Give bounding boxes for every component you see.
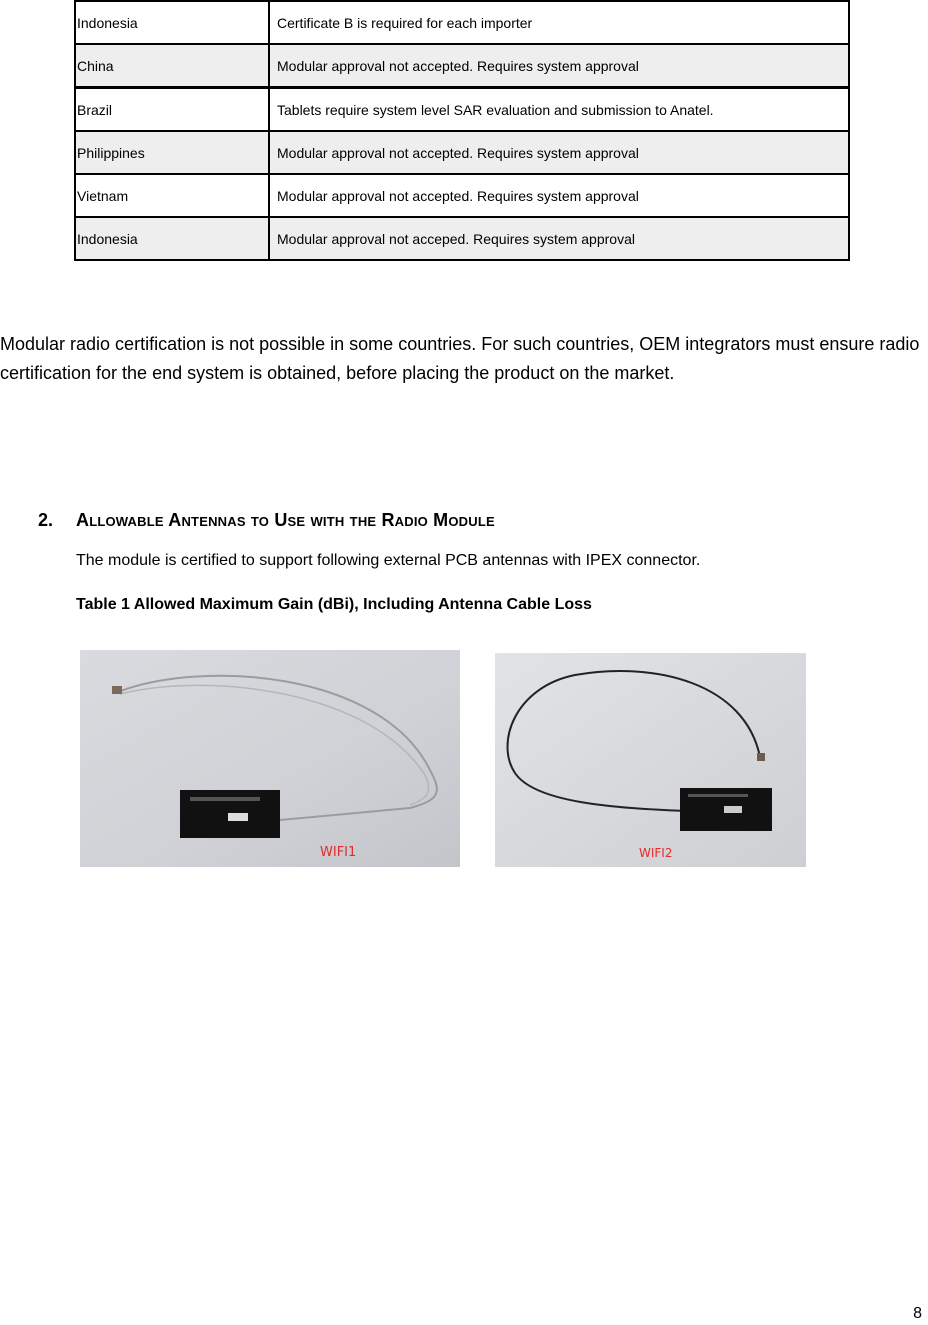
country-cell: Vietnam [75,174,269,217]
page-number: 8 [913,1305,922,1322]
country-cell: China [75,44,269,88]
requirement-cell: Tablets require system level SAR evaluation and submission to Anatel. [269,88,849,132]
section-heading [38,510,495,531]
section-title: Allowable Antennas to Use with the Radio Module [76,510,495,530]
wifi1-label: WIFI1 [320,845,357,860]
antenna-support-text: The module is certified to support following external PCB antennas with IPEX connector. [76,552,701,569]
table-row [75,217,849,260]
antenna-photo-wifi1 [80,650,460,867]
table-row [75,174,849,217]
requirement-cell: Modular approval not accepted. Requires system approval [269,174,849,217]
requirement-cell: Modular approval not acceped. Requires system approval [269,217,849,260]
table-row [75,131,849,174]
antenna-wifi2-image [495,653,806,867]
section-number: 2. [38,510,54,530]
requirement-cell: Modular approval not accepted. Requires system approval [269,131,849,174]
antenna-photo-wifi2 [495,653,806,867]
country-cell: Brazil [75,88,269,132]
table-caption: Table 1 Allowed Maximum Gain (dBi), Including Antenna Cable Loss [76,596,592,613]
requirement-cell: Modular approval not accepted. Requires system approval [269,44,849,88]
country-cell: Indonesia [75,1,269,44]
table-row [75,1,849,44]
wifi2-label: WIFI2 [639,846,673,860]
table-row [75,44,849,88]
antenna-wifi1-image [80,650,460,867]
country-cell: Indonesia [75,217,269,260]
table-row [75,88,849,132]
certification-paragraph: Modular radio certification is not possible in some countries. For such countries, OEM integrators must ensure radio certification for the end system is obtained, before placing the product on the market. [0,334,920,383]
requirement-cell: Certificate B is required for each importer [269,1,849,44]
country-requirements-table [74,0,850,261]
country-cell: Philippines [75,131,269,174]
